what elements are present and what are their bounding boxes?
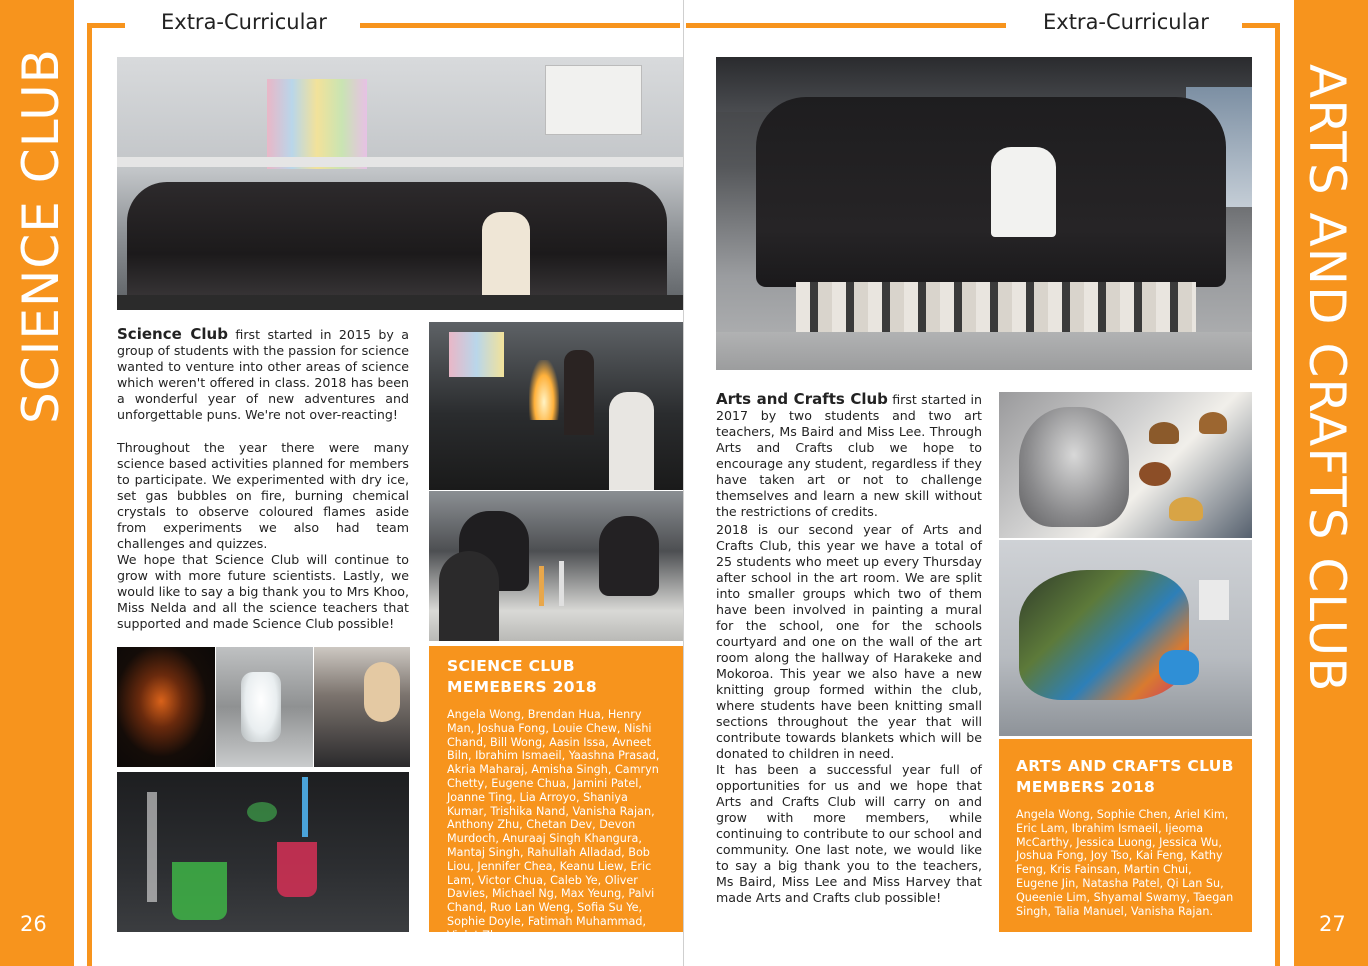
arts-members-title: ARTS AND CRAFTS CLUB MEMBERS 2018 [1016,757,1234,796]
section-header-left: Extra-Curricular [161,10,327,34]
hallway-mural-photo [999,540,1252,736]
dry-ice-photo [216,647,313,767]
science-activities-paragraph: Throughout the year there were many science based activities planned for members to participate. We experimented with dry ice, set gas bubbles on fire, burning chemical crystals to observe coloured flames aside from experiments we also had team challenges and quizzes. [117,440,409,551]
frame-line [1275,23,1280,966]
students-experiment-photo [314,647,410,767]
arts-activities-paragraph: 2018 is our second year of Arts and Crafts Club, this year we have a total of 25 students who meet up every Thursday after school in the art room. We are split into smaller groups which two of them have been involved in painting a mural for the school, one for the schools courtyard and one on the wall of the art room along the hallway of Harakeke and Mokoroa. This year we also have a new knitting group formed within the club, where students have been knitting small sections throughout the year that will contribute towards blankets which will be donated to children in need. [716,522,982,761]
floor [716,332,1252,370]
arts-crafts-vertical-title: ARTS AND CRAFTS CLUB [1298,64,1356,693]
wall-poster [545,65,642,135]
burning-crystal-photo [117,647,215,767]
page-number-right: 27 [1319,912,1346,936]
students-crowd [127,182,667,302]
frame-line [686,23,1006,28]
students-legs [796,282,1196,332]
arts-members-list: Angela Wong, Sophie Chen, Ariel Kim, Eric Lam, Ibrahim Ismaeil, Ijeoma McCarthy, Jessica Luong, Jessica Wu, Joshua Fong, Joy Tso, Kai Feng, Kathy Feng, Kris Fainsan, Martin Chui, Eugene Jin, Natasha Patel, Qi Lan Su, Queenie Lim, Shyamal Swamy, Taegan Singh, Talia Manuel, Vanisha Rajan. [1016,808,1234,918]
arts-intro-paragraph: Arts and Crafts Club first started in 2017 by two students and two art teachers, Ms Baird and Miss Lee. Through Arts and Crafts club we hope to encourage any student, regardless if they have taken art or not to challenge themselves and learn a new skill without the restrictions of credits. [716,390,982,519]
page-number-left: 26 [20,912,47,936]
science-members-title: SCIENCE CLUB MEMEBERS 2018 [447,657,597,696]
periodic-table-poster [267,79,367,169]
arts-members-box [999,739,1252,932]
science-club-vertical-title: SCIENCE CLUB [12,48,70,424]
elephant-mural-photo [999,392,1252,538]
arts-thanks-paragraph: It has been a successful year full of opportunities for us and we hope that Arts and Crafts Club will carry on and grow with more members, while continuing to contribute to our school and community. One last note, we would like to say a big thank you to the teachers, Ms Baird, Miss Lee and Miss Harvey that made Arts and Crafts club possible! [716,762,982,905]
frame-line [87,23,125,28]
science-club-name: Science Club [117,325,228,343]
science-club-group-photo [117,57,683,310]
arts-crafts-group-photo [716,57,1252,370]
flame-experiment-photo [429,322,683,490]
science-thanks-paragraph: We hope that Science Club will continue to grow with more future scientists. Lastly, we would like to say a big thank you to Mrs Khoo, Miss Nelda and all the science teachers that supported and made Science Club possible! [117,552,409,631]
beakers-photo [117,772,409,932]
team-challenge-photo [429,491,683,641]
section-header-right: Extra-Curricular [1043,10,1209,34]
science-intro-paragraph: Science Club first started in 2015 by a group of students with the passion for science wanted to venture into other areas of science which weren't offered in class. 2018 has been a wonderful year of new adventures and unforgettable puns. We're not over-reacting! [117,325,409,422]
frame-line [87,23,92,966]
red-beaker [277,842,317,897]
flame [529,360,559,420]
lab-bench [117,295,683,310]
page-fold [683,0,684,966]
elephant-painting [1019,407,1129,527]
green-beaker [172,862,227,920]
arts-crafts-club-name: Arts and Crafts Club [716,390,888,408]
science-members-box [429,646,683,942]
science-members-list: Angela Wong, Brendan Hua, Henry Man, Joshua Fong, Louie Chew, Nishi Chand, Bill Wong, Aasin Issa, Avneet Biln, Ibrahim Ismaeil, Yaashna Prasad, Akria Maharaj, Amisha Singh, Camryn Chetty, Eugene Chua, Jamini Patel, Joanne Ting, Lia Arroyo, Shaniya Kumar, Trishika Nand, Vanisha Rajan, Anthony Zhu, Chetan Dev, Devon Murdoch, Anuraaj Singh Khangura, Mantaj Singh, Rahullah Alladad, Bob Liou, Jennifer Chea, Keanu Liew, Eric Lam, Victor Chua, Caleb Ye, Oliver Davies, Michael Ng, Max Yeung, Palvi Chand, Ruo Lan Weng, Sofia Su Ye, Sophie Doyle, Fatimah Muhammad, Violet Zheng. [447,708,660,942]
frame-line [360,23,680,28]
